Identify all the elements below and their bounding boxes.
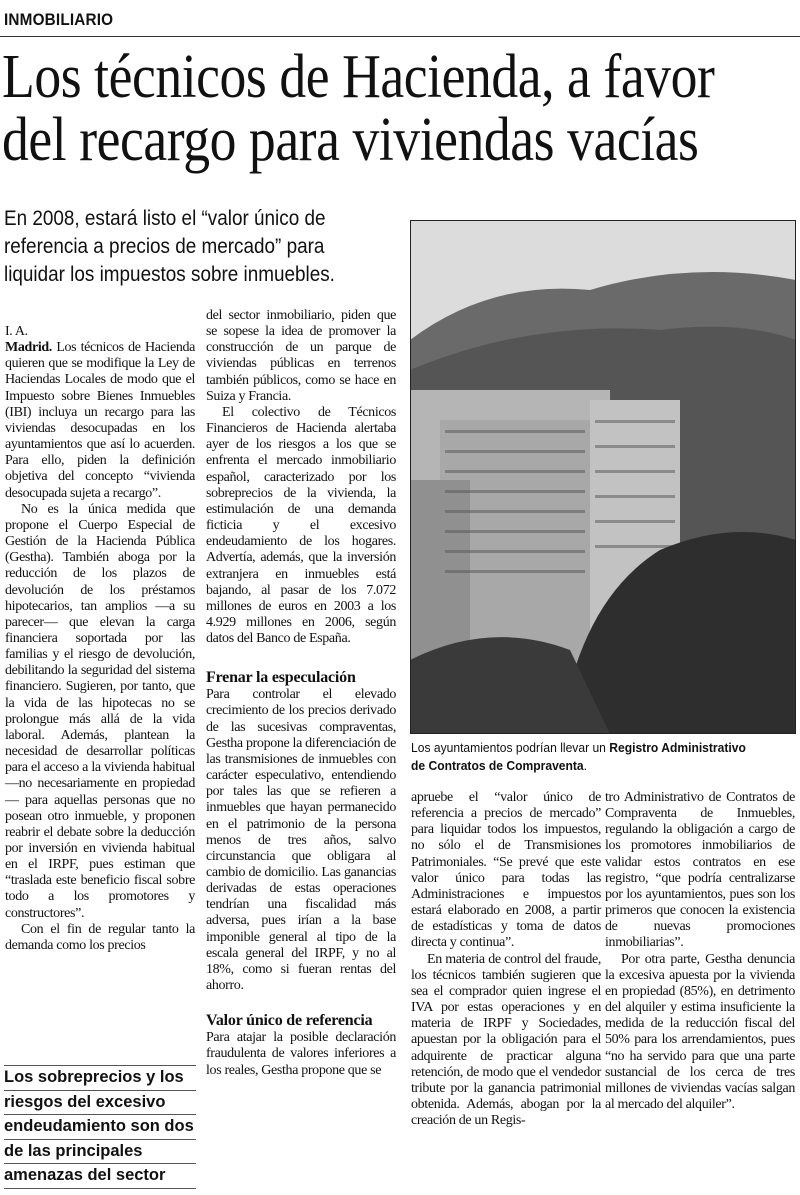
photo-caption (411, 739, 774, 775)
paragraph: Para controlar el elevado crecimiento de los precios derivado de las sucesivas compraventas, Gestha propone la diferenciación de las transmisiones de inmuebles con carácter especulativo, entendiendo por tales las que se refieren a inmuebles que hayan permanecido en el patrimonio de la persona menos de tres años, salvo circunstancia que obligara al cambio de domicilio. Las ganancias derivadas de estas operaciones tendrían una fiscalidad más adversa, pues irían a la base imponible general al tipo de la escala general del IRPF, y no al 18%, como si fueran rentas del ahorro. (206, 687, 396, 994)
caption-text: . (583, 758, 588, 773)
pull-quote-line: de las principales (4, 1139, 196, 1164)
headline (2, 43, 781, 174)
caption-text: Los ayuntamientos podrían llevar un (411, 740, 610, 755)
caption-bold: Registro Administrativo (609, 740, 746, 755)
headline-line: del recargo para viviendas vacías (2, 106, 699, 174)
caption-bold: de Contratos de Compraventa (411, 758, 584, 773)
paragraph: del sector inmobiliario, piden que se sopese la idea de promover la construcción de un parque de viviendas públicas en terrenos también públicos, como se hace en Suiza y Francia. (206, 308, 396, 404)
subheading: Frenar la especulación (206, 669, 356, 687)
section-rule (0, 36, 800, 37)
deck-line: En 2008, estará listo el “valor único de (4, 207, 326, 230)
column-3 (411, 790, 601, 1129)
headline-line: Los técnicos de Hacienda, a favor (2, 43, 715, 111)
paragraph: No es la única medida que propone el Cuerpo Especial de Gestión de la Hacienda Pública (Gestha). También aboga por la reducción de los plazos de devolución de los préstamos hipotecarios, tan amplios —a su parecer— que elevan la carga financiera soportada por las familias y el riesgo de devolución, debilitando la seguridad del sistema financiero. Sugieren, por tanto, que la vida de las hipotecas no se prolongue más allá de la vida laboral. Además, plantean la necesidad de desarrollar políticas para el acceso a la vivienda habitual —no necesariamente en propiedad— para aquellas personas que no posean otro inmueble, y proponen reabrir el debate sobre la deducción por inversión en vivienda habitual en el IRPF, pues estiman que “traslada este beneficio fiscal sobre todo a los promotores y constructores”. (5, 501, 195, 921)
section-label: INMOBILIARIO (4, 10, 114, 29)
pull-quote (4, 1065, 196, 1189)
pull-quote-line: endeudamiento son dos (4, 1114, 196, 1139)
pull-quote-line: riesgos del excesivo (4, 1090, 196, 1115)
paragraph: tro Administrativo de Contratos de Compraventa de Inmuebles, regulando la obligación a cargo de los promotores inmobiliarios de validar estos contratos en ese registro, “que podría centralizarse por los ayuntamientos, pues son los primeros que conocen la existencia de nuevas promociones inmobiliarias”. (605, 790, 795, 951)
paragraph: En materia de control del fraude, los técnicos también sugieren que sea el comprador quien ingrese el IVA por estas operaciones y en materia de IRPF y Sociedades, apuestan por la obligación para el adquirente de practicar alguna retención, de modo que el vendedor tribute por la ganancia patrimonial obtenida. Además, abogan por la creación de un Regis- (411, 951, 601, 1129)
dateline: Madrid. (5, 340, 52, 356)
pull-quote-line: Los sobreprecios y los (4, 1065, 196, 1090)
paragraph: El colectivo de Técnicos Financieros de Hacienda alertaba ayer de los riesgos a los que se enfrenta el mercado inmobiliario español, caracterizado por los sobreprecios de la vivienda, la estimulación de una demanda ficticia y el excesivo endeudamiento de los hogares. Advertía, además, que la inversión extranjera en inmuebles está bajando, al pasar de los 7.072 millones de euros en 2003 a los 4.929 millones en 2006, según datos del Banco de España. (206, 404, 396, 647)
column-1 (5, 324, 195, 954)
deck-line: referencia a precios de mercado” para (4, 235, 325, 258)
paragraph: Por otra parte, Gestha denuncia la excesiva apuesta por la vivienda en propiedad (85%), en detrimento del alquiler y estima insuficiente la medida de la reducción fiscal del 50% para los arrendamientos, pues “no ha servido para que una parte sustancial de los cerca de tres millones de viviendas vacías salgan al mercado del alquiler”. (605, 951, 795, 1112)
paragraph (5, 340, 195, 502)
pull-quote-line: amenazas del sector (4, 1163, 196, 1189)
paragraph: Con el fin de regular tanto la demanda como los precios (5, 921, 195, 953)
paragraph: Para atajar la posible declaración fraudulenta de valores inferiores a los reales, Gestha propone que se (206, 1030, 396, 1078)
paragraph: apruebe el “valor único de referencia a precios de mercado” para liquidar todos los impuestos, no sólo el de Transmisiones Patrimoniales. “Se prevé que este valor único para todas las Administraciones e impuestos estará elaborado en 2008, a partir de estadísticas y toma de datos directa y continua”. (411, 790, 601, 951)
column-4 (605, 790, 795, 1113)
byline: I. A. (5, 324, 28, 339)
housing-blocks-photo (410, 220, 796, 734)
deck (4, 205, 335, 289)
paragraph-text: Los técnicos de Hacienda quieren que se modifique la Ley de Haciendas Locales de modo que el Impuesto sobre Bienes Inmuebles (IBI) incluya un recargo para las viviendas desocupadas en los ayuntamientos que así lo acuerden. Para ello, piden la definición objetiva del concepto “vivienda desocupada sujeta a recargo”. (5, 340, 195, 501)
column-2 (206, 308, 396, 1079)
subheading: Valor único de referencia (206, 1012, 373, 1030)
deck-line: liquidar los impuestos sobre inmuebles. (4, 263, 335, 286)
